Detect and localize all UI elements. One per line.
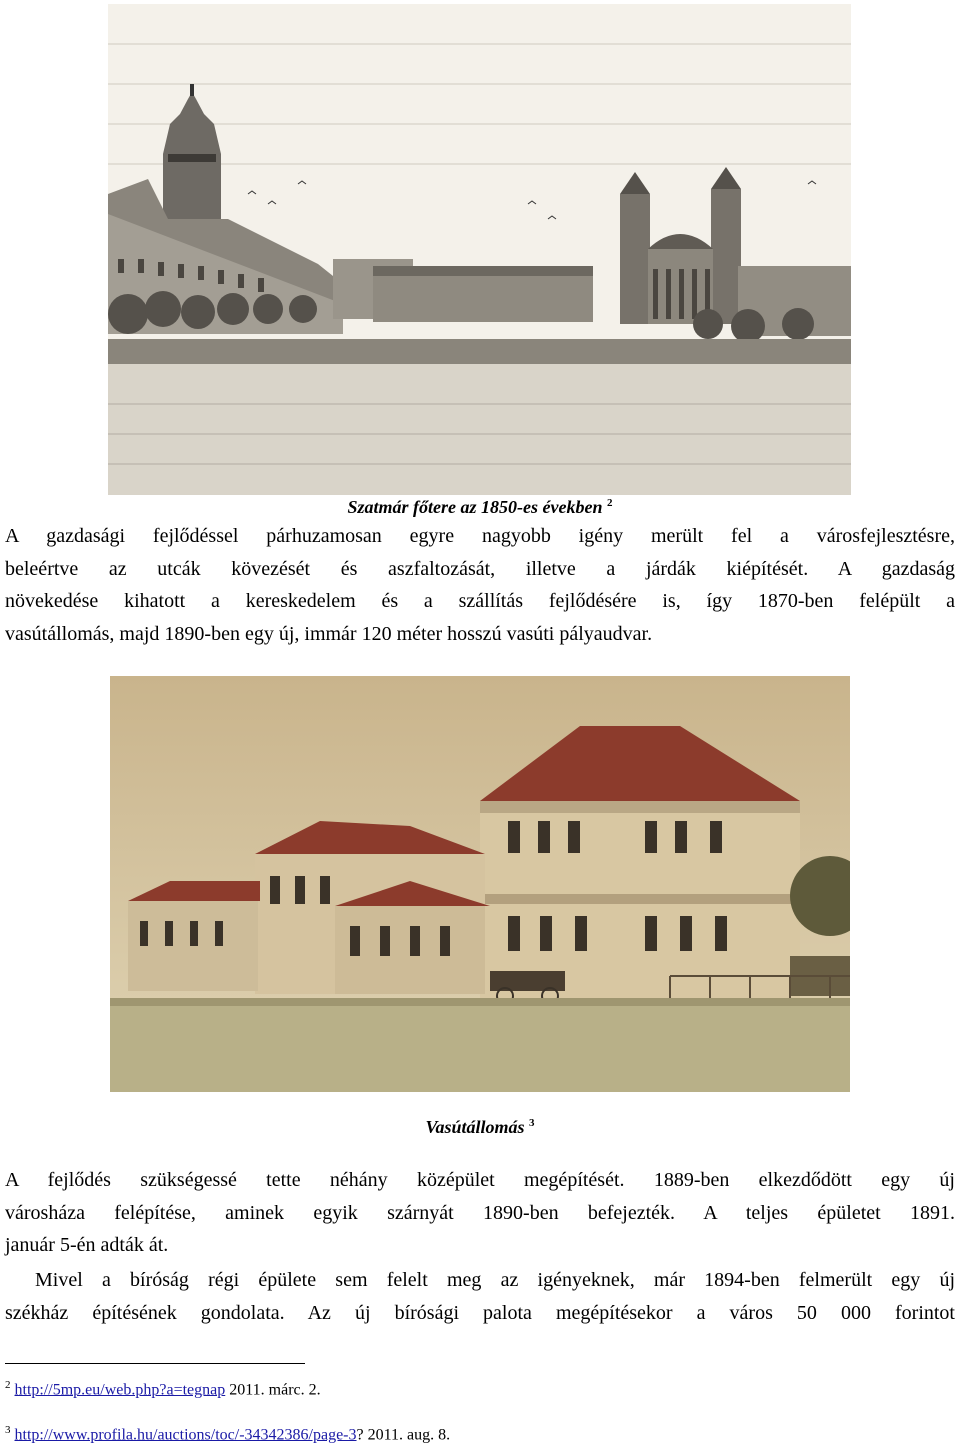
caption-text: Szatmár főtere az 1850-es években (347, 497, 603, 517)
footnote-ref[interactable]: 3 (529, 1117, 535, 1129)
paragraph-public-buildings (5, 1164, 955, 1262)
footnote-2 (5, 1379, 321, 1399)
railway-station-postcard-drawing (110, 676, 850, 1092)
text-line: január 5-én adták át. (5, 1234, 169, 1256)
text-line: A gazdasági fejlődéssel párhuzamosan egyre nagyobb igény merült fel a városfejlesztésre, (5, 525, 955, 547)
figure-caption-railway-station (0, 1117, 960, 1138)
text-line: növekedése kihatott a kereskedelem és a szállítás fejlődésére is, így 1870-ben felépült a (5, 590, 955, 612)
text-line: városháza felépítése, aminek egyik szárnyát 1890-ben befejezték. A teljes épületet 1891. (5, 1201, 955, 1224)
footnote-mark: 3 (5, 1424, 11, 1436)
figure-caption-town-square (0, 497, 960, 518)
footnote-separator (5, 1363, 305, 1364)
footnote-ref[interactable]: 2 (606, 497, 613, 509)
text-line: beleértve az utcák kövezését és aszfaltozását, illetve a járdák kiépítését. A gazdaság (5, 557, 955, 580)
text-line: székház építésének gondolata. Az új bírósági palota megépítésekor a város 50 000 forintot (5, 1301, 955, 1324)
footnote-date: 2011. márc. 2. (225, 1381, 321, 1399)
town-square-engraving-drawing (108, 4, 851, 495)
footnote-link[interactable]: http://5mp.eu/web.php?a=tegnap (14, 1381, 226, 1399)
town-square-engraving-image (108, 4, 851, 495)
footnote-date: ? 2011. aug. 8. (356, 1426, 451, 1444)
text-line: Mivel a bíróság régi épülete sem felelt meg az igényeknek, már 1894-ben felmerült egy új (35, 1269, 955, 1291)
footnote-mark: 2 (5, 1379, 11, 1391)
railway-station-postcard-image (110, 676, 850, 1092)
paragraph-city-development (5, 520, 955, 650)
footnote-3 (5, 1424, 450, 1444)
text-line: vasútállomás, majd 1890-ben egy új, immár 120 méter hosszú vasúti pályaudvar. (5, 622, 653, 645)
text-line: A fejlődés szükségessé tette néhány középület megépítését. 1889-ben elkezdődött egy új (5, 1169, 955, 1191)
footnote-link[interactable]: http://www.profila.hu/auctions/toc/-34342386/page-3 (14, 1426, 357, 1444)
paragraph-courthouse (5, 1264, 955, 1329)
caption-text: Vasútállomás (425, 1117, 525, 1137)
